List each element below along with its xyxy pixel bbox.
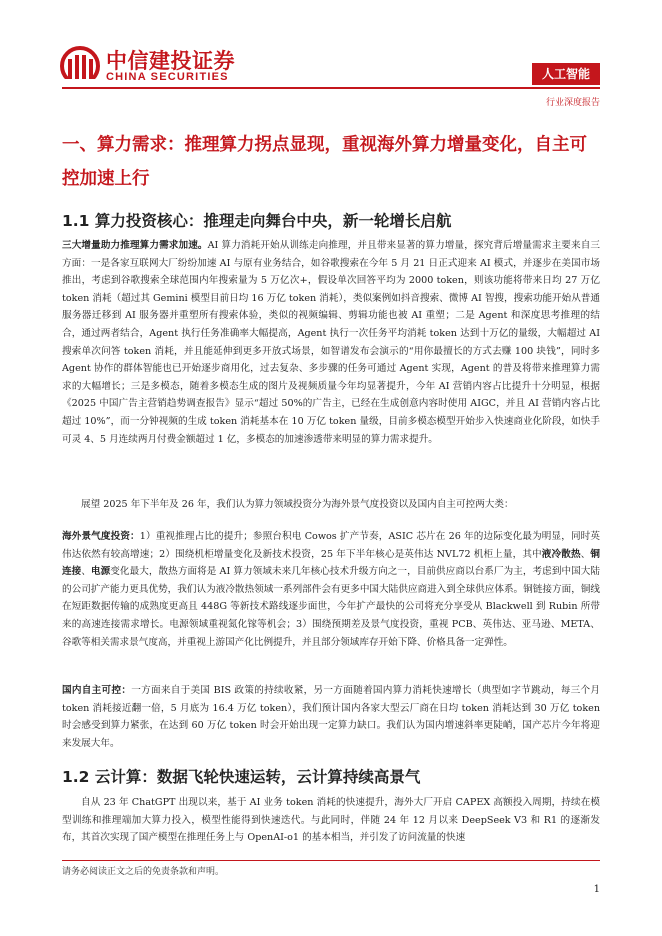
logo-english-name: CHINA SECURITIES <box>106 71 229 83</box>
citic-logo-icon <box>60 46 100 86</box>
paragraph-body: 一方面来自于美国 BIS 政策的持续收紧，另一方面随着国内算力消耗快速增长（典型如字节跳动，每三个月 token 消耗接近翻一倍，5 月底为 16.4 万亿 token），我们预计国内各家大型云厂商在日均 token 消耗达到 30 万亿 token 时会感受到算力紧张，在达到 60 万亿 token 时会开始出现一定算力缺口。我们认为国内增速斜率更陡峭，国产芯片今年将迎来发展大年。 <box>62 685 600 749</box>
paragraph-overseas-investment <box>62 528 600 651</box>
industry-topic-tab: 人工智能 <box>532 63 600 85</box>
paragraph-cloud-computing: 自从 23 年 ChatGPT 出现以来，基于 AI 业务 token 消耗的快速提升，海外大厂开启 CAPEX 高额投入周期，持续在模型训练和推理端加大算力投入，模型性能得到快速迭代。与此同时，伴随 24 年 12 月以来 DeepSeek V3 和 R1 的逐渐发布，其首次实现了国产模型在推理任务上与 OpenAI-o1 的基本相当，并引发了访问流量的快速 <box>62 797 600 844</box>
paragraph-inference-demand <box>62 237 600 448</box>
paragraph-lead: 三大增量助力推理算力需求加速。 <box>62 240 208 251</box>
paragraph-body: 变化最大，散热方面将是 AI 算力领域未来几年核心技术升级方向之一，目前供应商以台系厂为主，考虑到中国大陆的公司扩产能力更具优势，我们认为液冷散热领域一系列部件会有更多中国大陆供应商进入到全球供应体系。铜链接方面，铜线在短距数据传输的成熟度更高且 448G 等新技术路线逐步面世，今年扩产最快的公司将充分享受从 Blackwell 到 Rubin 所带来的高速连接需求增长。电源领域重视氮化镓等机会；3）围绕预期差及景气度投资，重视 PCB、英伟达、亚马逊、META、谷歌等相关需求景气度高，并重视上游国产化比例提升，并且部分领域库存开始下降、价格具备一定弹性。 <box>62 566 601 648</box>
paragraph-lead: 海外景气度投资： <box>62 531 140 542</box>
highlight-liquid-cooling: 液冷散热 <box>541 548 581 560</box>
header-divider <box>62 87 600 89</box>
separator: 、 <box>81 566 91 578</box>
highlight-power-supply: 电源 <box>90 566 111 578</box>
disclaimer-note: 请务必阅读正文之后的免责条款和声明。 <box>62 867 225 877</box>
separator: 、 <box>580 548 591 560</box>
paragraph-lead: 国内自主可控： <box>62 685 132 696</box>
highlight-copper-connect: 铜连接 <box>62 548 601 578</box>
paragraph-outlook: 展望 2025 年下半年及 26 年，我们认为算力领域投资分为海外景气度投资以及国内自主可控两大类： <box>81 499 514 510</box>
report-type-label: 行业深度报告 <box>545 98 600 108</box>
paragraph-body: 1）重视推理占比的提升；参照台积电 Cowos 扩产节奏，ASIC 芯片在 26 年的边际变化最为明显，同时英伟达依然有较高增速；2）围绕机柜增量变化及新技术投资，25 年下半年核心是英伟达 NVL72 机柜上量，其中 <box>62 531 600 560</box>
subsection-1-2-title: 1.2 云计算：数据飞轮快速运转，云计算持续高景气 <box>62 768 421 786</box>
paragraph-domestic-control <box>62 682 600 752</box>
paragraph-body: AI 算力消耗开始从训练走向推理，并且带来显著的算力增量，探究背后增量需求主要来自三方面：一是各家互联网大厂纷纷加速 AI 与原有业务结合，如谷歌搜索在今年 5 月 21 日正式迎来 AI 模式，并逐步在美国市场推出，考虑到谷歌搜索全球范围内年搜索量为 5 万亿次+，假设单次回答平均为 2000 token，则该功能将带来日均 27 万亿 token 消耗（超过其 Gemini 模型目前日均 16 万亿 token 消耗），类似案例如抖音搜索、微博 AI 智搜，搜索功能开始从普通服务器迁移到 AI 服务器并重塑所有搜索体验，类似的视频编辑、剪辑功能也被 AI 重塑；二是 Agent 和深度思考推理的结合，通过两者结合，Agent 执行任务准确率大幅提高，Agent 执行一次任务平均消耗 token 达到十万亿的量级，大幅超过 AI 搜索单次问答 token 消耗，并且能延伸到更多开放式场景，如智谱发布会演示的“用你最擅长的方式去赚 100 块钱”，同时多 Agent 协作的群体智能也已开始逐步商用化，过去复杂、多步骤的任务可通过 Agent 实现，Agent 的普及将带来推理算力需求的大幅增长；三是多模态，随着多模态生成的图片及视频质量今年均显著提升，今年 AI 营销内容占比提升十分明显，根据《2025 中国广告主营销趋势调查报告》显示“超过 50%的广告主，已经在生成创意内容时使用 AIGC，并且 AI 营销内容占比超过 10%”，而一分钟视频的生成 token 消耗基本在 10 万亿 token 量级，目前多模态模型开始步入快速商业化阶段，如快手可灵 4、5 月连续两月付费金额超过 1 亿，多模态的加速渗透带来明显的算力需求提升。 <box>62 240 600 445</box>
subsection-1-1-title: 1.1 算力投资核心：推理走向舞台中央，新一轮增长启航 <box>62 212 452 230</box>
section-1-title: 一、算力需求：推理算力拐点显现，重视海外算力增量变化，自主可控加速上行 <box>62 135 587 189</box>
footer-divider <box>62 860 600 861</box>
logo-chinese-name: 中信建投证券 <box>106 49 235 73</box>
page-number: 1 <box>593 884 600 895</box>
